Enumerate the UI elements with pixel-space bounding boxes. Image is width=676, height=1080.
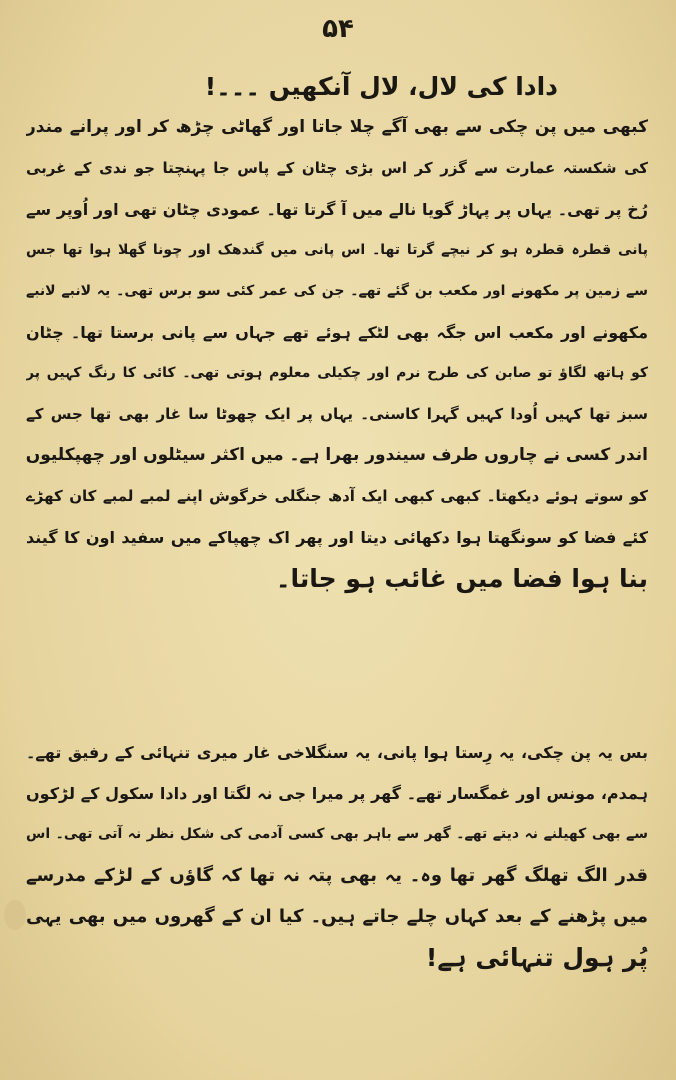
text-line: قدر الگ تھلگ گھر تھا وہ۔ یہ بھی پتہ نہ تھا کہ گاؤں کے لڑکے مدرسے bbox=[26, 865, 648, 886]
text-line: کبھی میں پن چکی سے بھی آگے چلا جاتا اور گھاٹی چڑھ کر اور پرانے مندر bbox=[26, 117, 648, 137]
text-line: کو ہاتھ لگاؤ تو صابن کی طرح نرم اور چکیلی معلوم ہوتی تھی۔ کائی کا رنگ کہیں پر bbox=[26, 365, 648, 381]
paragraph-2 bbox=[26, 732, 648, 978]
text-line: میں پڑھنے کے بعد کہاں چلے جاتے ہیں۔ کیا ان کے گھروں میں بھی یہی bbox=[26, 906, 648, 927]
text-line: کئے فضا کو سونگھتا ہوا دکھائی دیتا اور پھر اک چھپاکے میں سفید اون کا گیند bbox=[26, 528, 648, 547]
text-line: سے بھی کھیلنے نہ دیتے تھے۔ گھر سے باہر بھی کسی آدمی کی شکل نظر نہ آتی تھی۔ اس bbox=[26, 826, 648, 842]
text-line: ہمدم، مونس اور غمگسار تھے۔ گھر پر میرا جی نہ لگتا اور دادا سکول کے لڑکوں bbox=[26, 784, 648, 803]
text-line: سبز تھا کہیں اُودا کہیں گہرا کاسنی۔ یہاں پر ایک چھوٹا سا غار بھی تھا جس کے bbox=[26, 405, 648, 423]
text-line: اندر کسی نے چاروں طرف سیندور بھرا ہے۔ میں اکثر سیٹلوں اور چھپکلیوں bbox=[26, 445, 648, 465]
text-line: سے زمین پر مکھونے اور مکعب بن گئے تھے۔ جن کی عمر کئی سو برس تھی۔ یہ لانبے لانبے bbox=[26, 283, 648, 299]
paragraph-1 bbox=[26, 66, 648, 599]
text-line: بس یہ پن چکی، یہ رِستا ہوا پانی، یہ سنگلاخی غار میری تنہائی کے رفیق تھے۔ bbox=[26, 743, 648, 762]
paper-stain bbox=[4, 900, 26, 930]
text-line: مکھونے اور مکعب اس جگہ بھی لٹکے ہوئے تھے جہاں سے پانی برستا تھا۔ چٹان bbox=[26, 323, 648, 342]
text-line: بنا ہوا فضا میں غائب ہو جاتا۔ bbox=[275, 564, 648, 593]
text-line: پُر ہول تنہائی ہے! bbox=[425, 943, 648, 972]
paragraph-heading-line: دادا کی لال، لال آنکھیں ۔۔۔! bbox=[204, 72, 558, 101]
text-line: کی شکستہ عمارت سے گزر کر اس بڑی چٹان کے پاس جا پہنچتا جو ندی کے غربی bbox=[26, 159, 648, 177]
text-line: کو سوتے ہوئے دیکھتا۔ کبھی کبھی ایک آدھ جنگلی خرگوش اپنے لمبے لمبے کان کھڑے bbox=[26, 487, 648, 505]
text-line: پانی قطرہ قطرہ ہو کر نیچے گرتا تھا۔ اس پانی میں گندھک اور چونا گھلا ہوا تھا جس bbox=[26, 242, 648, 258]
page-number: ۵۴ bbox=[322, 14, 354, 44]
text-line: رُخ پر تھی۔ یہاں پر پہاڑ گویا نالے میں آ گرتا تھا۔ عمودی چٹان تھی اور اُوپر سے bbox=[26, 200, 648, 219]
